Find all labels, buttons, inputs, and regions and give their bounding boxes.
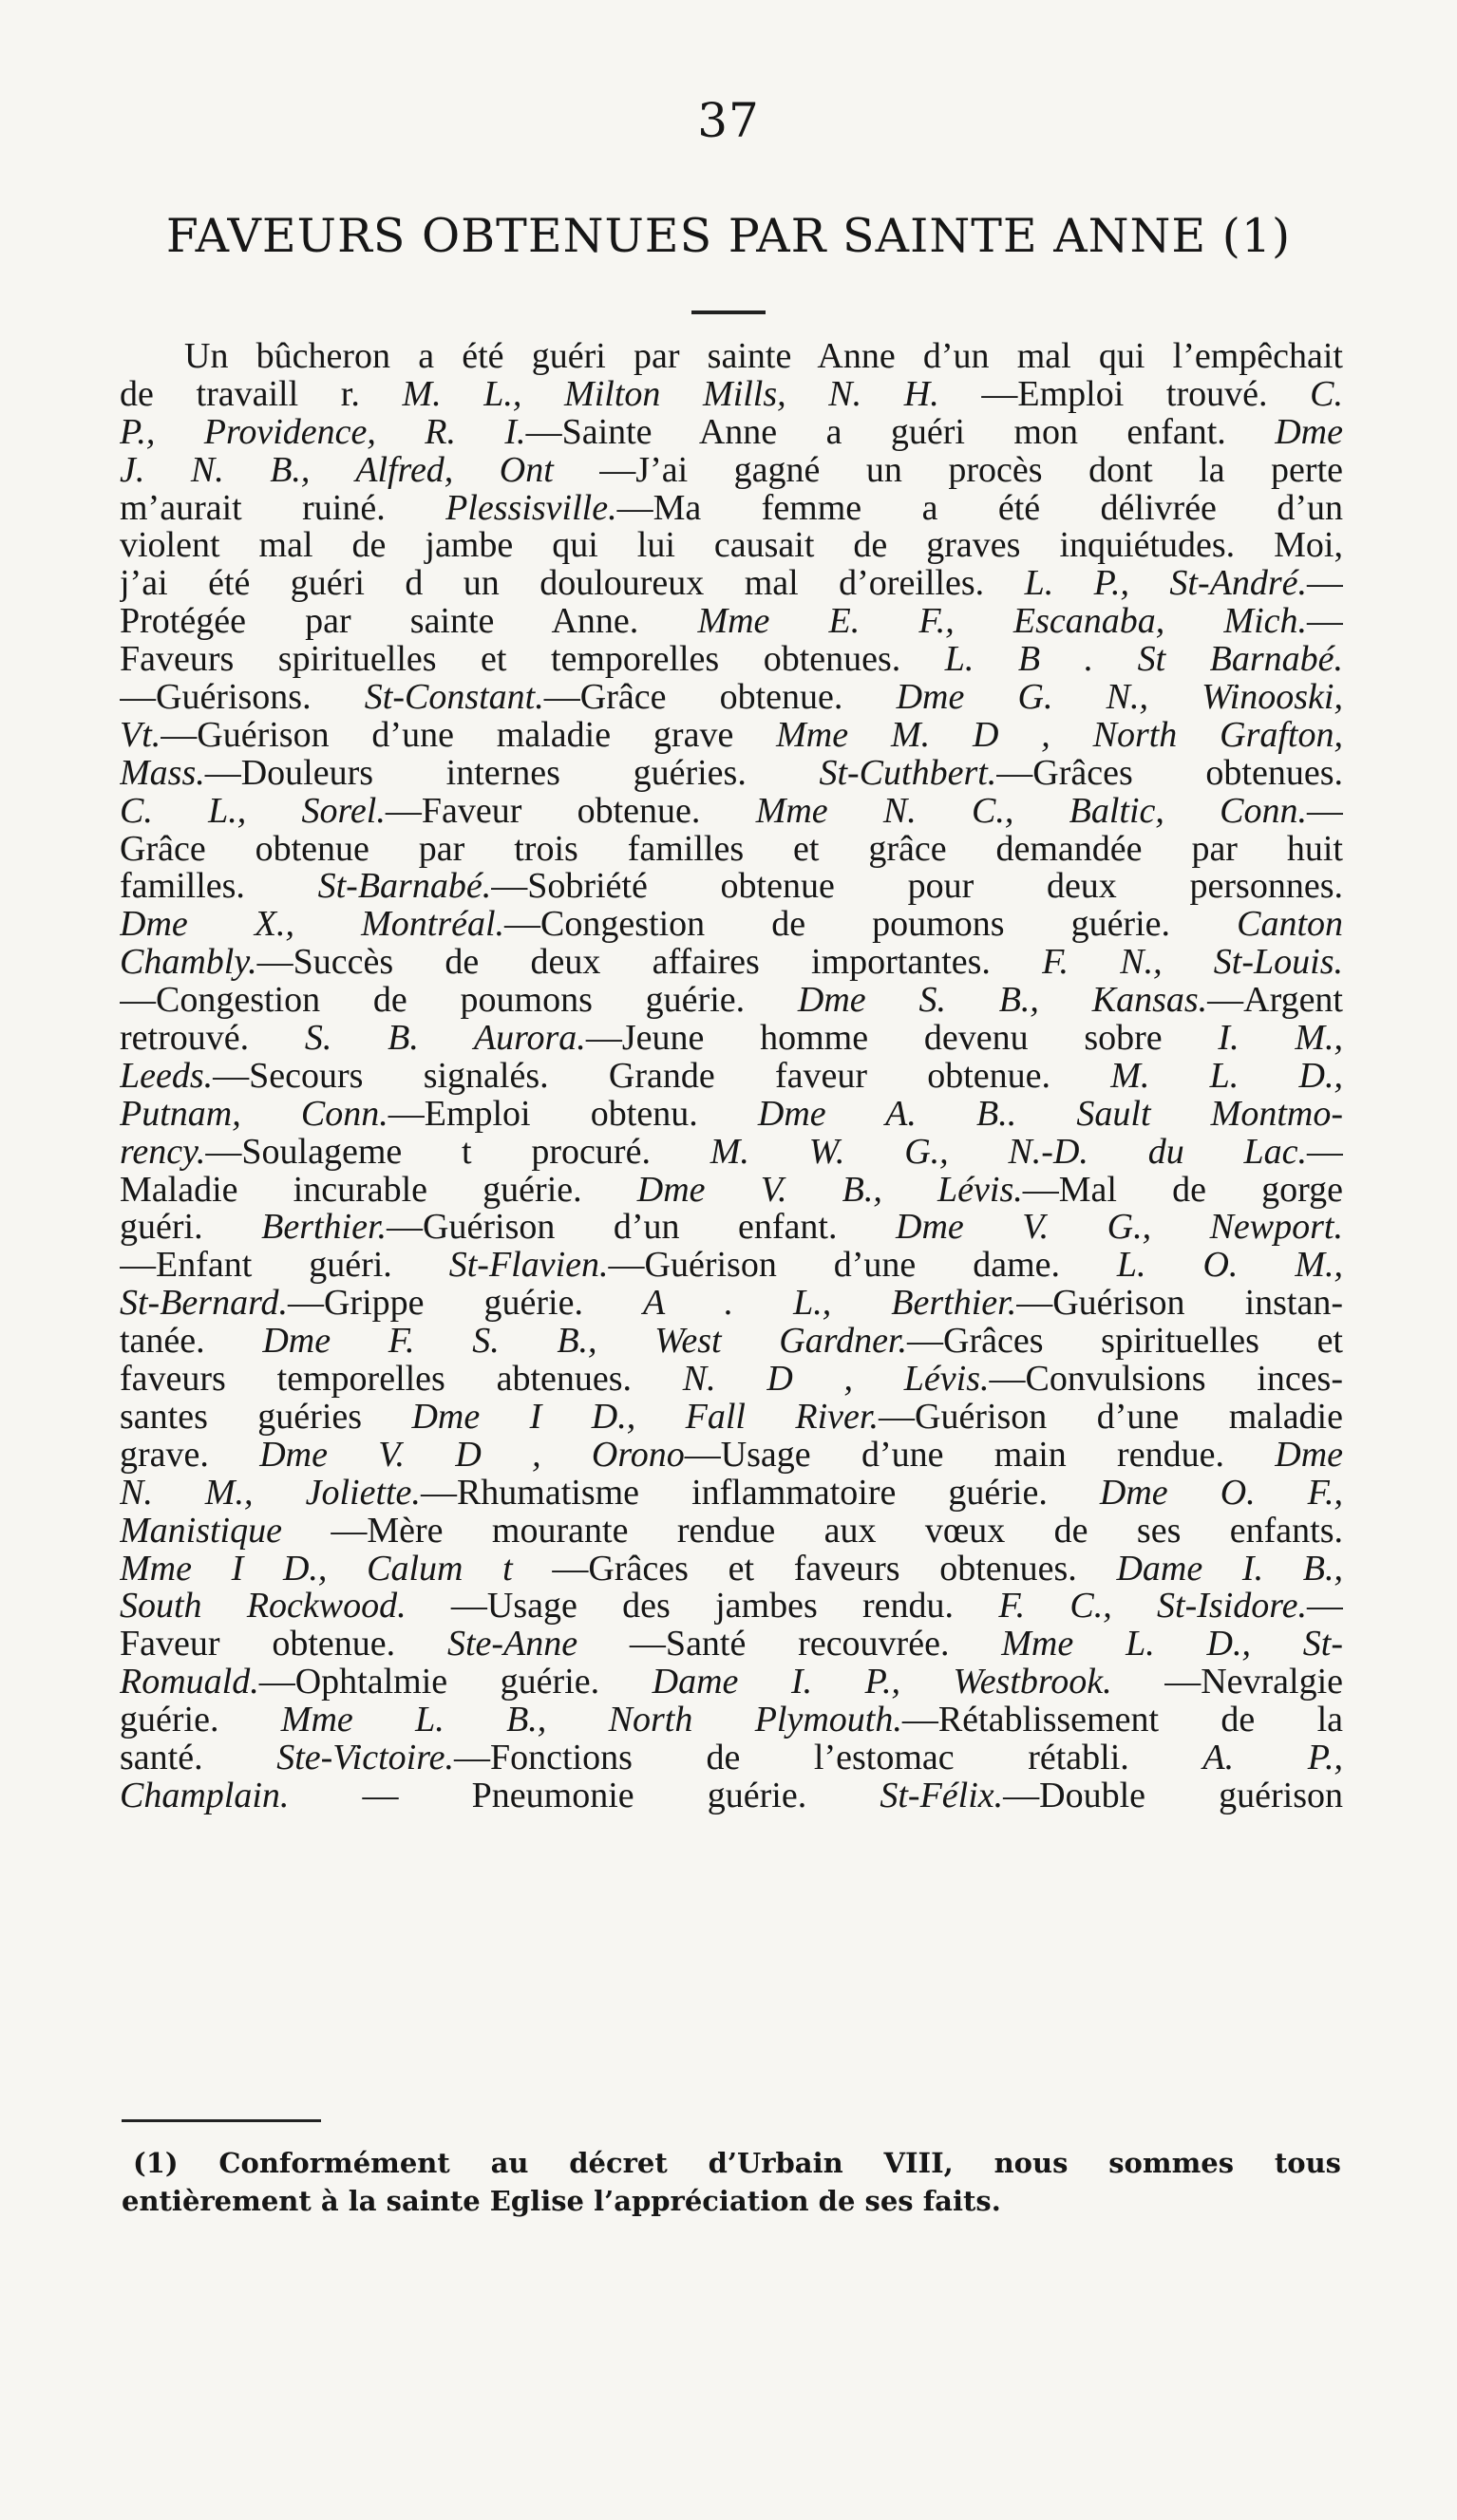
text-segment: retrouvé. — [120, 1020, 305, 1058]
text-segment: grave. — [120, 1436, 260, 1475]
italic-reference: Chambly. — [120, 944, 257, 983]
text-segment: — — [1307, 603, 1343, 642]
text-segment: guéri. — [120, 1209, 262, 1248]
text-line — [120, 565, 1343, 603]
italic-reference: St-Bernard. — [120, 1285, 288, 1324]
text-segment: —Grâces obtenues. — [996, 754, 1343, 793]
italic-reference: Putnam, Conn. — [120, 1095, 388, 1134]
italic-reference: S. B. Aurora. — [304, 1020, 586, 1058]
italic-reference: L. B . St Barnabé. — [944, 641, 1343, 680]
italic-reference: F. N., St-Louis. — [1042, 944, 1343, 983]
italic-reference: St-Flavien. — [448, 1247, 609, 1286]
italic-reference: Dme X., Montréal. — [120, 906, 505, 945]
text-line — [120, 414, 1343, 452]
text-line — [120, 603, 1343, 641]
text-segment: —Grâce obtenue. — [543, 679, 897, 717]
italic-reference: Mme L. D., St- — [1001, 1626, 1343, 1664]
text-segment: —Sainte Anne a guéri mon enfant. — [525, 413, 1276, 452]
text-segment: —Grâces et faveurs obtenues. — [512, 1550, 1117, 1589]
text-segment: —Grâces spirituelles et — [907, 1323, 1343, 1362]
text-line — [120, 641, 1343, 679]
text-segment: —Argent — [1207, 982, 1343, 1021]
italic-reference: I. M., — [1218, 1020, 1343, 1058]
text-line — [120, 1777, 1343, 1815]
italic-reference: P., Providence, R. I. — [120, 413, 526, 452]
italic-reference: Dme O. F., — [1099, 1474, 1343, 1513]
text-segment: —Mal de gorge — [1022, 1171, 1343, 1210]
text-segment: tanée. — [120, 1323, 263, 1362]
text-segment: —Guérison d’une dame. — [608, 1247, 1117, 1286]
text-line — [120, 452, 1343, 490]
italic-reference: Mme E. F., Escanaba, Mich. — [697, 603, 1307, 642]
text-line — [120, 1399, 1343, 1437]
italic-reference: Manistique — [120, 1512, 282, 1551]
text-line — [120, 1058, 1343, 1096]
italic-reference: Mme L. B., North Plymouth. — [280, 1702, 902, 1740]
italic-reference: Romuald. — [120, 1664, 259, 1702]
italic-reference: St-Cuthbert. — [819, 754, 997, 793]
text-segment: guérie. — [120, 1702, 281, 1740]
text-segment: —Santé recouvrée. — [577, 1626, 1002, 1664]
text-segment: — — [1307, 792, 1343, 831]
text-line — [120, 1323, 1343, 1361]
italic-reference: Canton — [1237, 906, 1343, 945]
text-segment: —Guérison instan- — [1016, 1285, 1343, 1324]
text-segment: faveurs temporelles abtenues. — [120, 1361, 683, 1399]
text-line — [120, 1664, 1343, 1702]
italic-reference: C. L., Sorel. — [120, 792, 386, 831]
text-segment: —Double guérison — [1003, 1777, 1343, 1815]
italic-reference: St-Barnabé. — [317, 868, 492, 907]
text-line — [120, 679, 1343, 717]
text-segment: —Ophtalmie guérie. — [258, 1664, 653, 1702]
text-segment: —Jeune homme devenu sobre — [585, 1020, 1219, 1058]
text-segment: —Sobriété obtenue pour deux personnes. — [491, 868, 1343, 907]
italic-reference: Dme V. B., Lévis. — [636, 1171, 1023, 1210]
text-line — [120, 1513, 1343, 1551]
text-segment: Maladie incurable guérie. — [120, 1171, 637, 1210]
text-segment: —Fonctions de l’estomac rétabli. — [453, 1739, 1203, 1777]
title-rule — [691, 310, 766, 314]
text-line — [120, 1626, 1343, 1664]
text-segment: —Emploi trouvé. — [938, 375, 1311, 414]
text-segment: — — [1306, 565, 1343, 604]
text-line — [120, 1134, 1343, 1172]
text-segment: —J’ai gagné un procès dont la perte — [553, 451, 1343, 490]
italic-reference: Dme A. B.. Sault Montmo- — [757, 1095, 1343, 1134]
text-line — [120, 1361, 1343, 1399]
italic-reference: J. N. B., Alfred, Ont — [120, 451, 554, 490]
italic-reference: Dme S. B., Kansas. — [797, 982, 1208, 1021]
italic-reference: South Rockwood. — [120, 1588, 407, 1627]
italic-reference: M. L. D., — [1110, 1057, 1343, 1096]
text-segment: Faveurs spirituelles et temporelles obtenues. — [120, 641, 945, 680]
text-line — [120, 1475, 1343, 1513]
text-line — [120, 1740, 1343, 1777]
italic-reference: Dame I. B., — [1116, 1550, 1343, 1589]
text-segment: —Emploi obtenu. — [388, 1095, 758, 1134]
italic-reference: Vt. — [120, 716, 161, 755]
text-line — [120, 1551, 1343, 1589]
italic-reference: Dme I D., Fall River. — [411, 1398, 879, 1437]
text-segment: —Grippe guérie. — [287, 1285, 644, 1324]
text-line — [120, 868, 1343, 906]
text-segment: —Usage des jambes rendu. — [406, 1588, 999, 1627]
text-segment: violent mal de jambe qui lui causait de graves inquiétudes. Moi, — [120, 527, 1343, 566]
text-segment: Un bûcheron a été guéri par sainte Anne d’un mal qui l’empêchait — [184, 338, 1343, 376]
text-segment: —Nevralgie — [1111, 1664, 1343, 1702]
text-line — [120, 1209, 1343, 1247]
italic-reference: L. P., St-André. — [1024, 565, 1307, 604]
text-segment: —Rétablissement de la — [901, 1702, 1343, 1740]
italic-reference: Mme N. C., Baltic, Conn. — [755, 792, 1308, 831]
text-line — [120, 982, 1343, 1020]
italic-reference: M. W. G., N.-D. du Lac. — [710, 1133, 1307, 1172]
italic-reference: L. O. M., — [1116, 1247, 1343, 1286]
text-line — [120, 1285, 1343, 1323]
body-text — [120, 338, 1343, 1815]
text-segment: —Faveur obtenue. — [385, 792, 756, 831]
italic-reference: Mme I D., Calum t — [120, 1550, 513, 1589]
italic-reference: Champlain. — [120, 1777, 290, 1815]
italic-reference: Dme G. N., Winooski, — [896, 679, 1343, 717]
italic-reference: M. L., Milton Mills, N. H. — [402, 375, 939, 414]
text-line — [120, 1702, 1343, 1740]
text-segment: —Guérison d’une maladie grave — [161, 716, 777, 755]
text-segment: —Congestion de poumons guérie. — [120, 982, 798, 1021]
text-segment: —Usage d’une main rendue. — [684, 1436, 1276, 1475]
text-segment: santé. — [120, 1739, 277, 1777]
text-line — [120, 1096, 1343, 1134]
text-segment: —Secours signalés. Grande faveur obtenue. — [213, 1057, 1111, 1096]
text-segment: —Guérison d’un enfant. — [387, 1209, 897, 1248]
text-segment: —Mère mourante rendue aux vœux de ses enfants. — [281, 1512, 1343, 1551]
italic-reference: A . L., Berthier. — [643, 1285, 1017, 1324]
page-number: 37 — [697, 93, 760, 148]
text-line — [120, 906, 1343, 944]
footnote — [122, 2144, 1341, 2220]
text-line — [120, 755, 1343, 793]
footnote-rule — [122, 2119, 321, 2122]
text-segment: familles. — [120, 868, 318, 907]
italic-reference: Dme — [1275, 413, 1343, 452]
text-segment: Grâce obtenue par trois familles et grâce demandée par huit — [120, 830, 1343, 869]
text-segment: —Succès de deux affaires importantes. — [256, 944, 1043, 983]
italic-reference: Dme V. D , Orono — [259, 1436, 685, 1475]
text-segment: —Enfant guéri. — [120, 1247, 449, 1286]
text-line — [120, 376, 1343, 414]
italic-reference: F. C., St-Isidore. — [998, 1588, 1307, 1627]
text-line — [120, 338, 1343, 376]
text-line — [120, 717, 1343, 755]
text-segment: j’ai été guéri d un douloureux mal d’oreilles. — [120, 565, 1025, 604]
italic-reference: Berthier. — [261, 1209, 388, 1248]
italic-reference: Dme F. S. B., West Gardner. — [262, 1323, 908, 1362]
italic-reference: Dme V. G., Newport. — [896, 1209, 1343, 1248]
italic-reference: Dme — [1275, 1436, 1343, 1475]
italic-reference: N. M., Joliette. — [120, 1474, 421, 1513]
italic-reference: Ste-Victoire. — [276, 1739, 454, 1777]
italic-reference: Dame I. P., Westbrook. — [652, 1664, 1112, 1702]
italic-reference: Leeds. — [120, 1057, 214, 1096]
text-segment: — — [1307, 1133, 1343, 1172]
italic-reference: C. — [1310, 375, 1343, 414]
text-segment: —Convulsions inces- — [989, 1361, 1343, 1399]
text-line — [120, 1588, 1343, 1626]
text-segment: —Congestion de poumons guérie. — [504, 906, 1238, 945]
text-line — [120, 944, 1343, 982]
italic-reference: rency. — [120, 1133, 206, 1172]
italic-reference: St-Félix. — [880, 1777, 1004, 1815]
footnote-line: (1) Conformément au décret d’Urbain VIII, nous sommes tous — [133, 2147, 1341, 2179]
text-line — [120, 1020, 1343, 1058]
text-line — [120, 527, 1343, 565]
italic-reference: Mme M. D , North Grafton, — [776, 716, 1343, 755]
text-line — [120, 490, 1343, 528]
italic-reference: Ste-Anne — [446, 1626, 578, 1664]
text-segment: santes guéries — [120, 1398, 412, 1437]
text-segment: — Pneumonie guérie. — [289, 1777, 880, 1815]
italic-reference: A. P., — [1202, 1739, 1343, 1777]
text-line — [120, 831, 1343, 869]
text-segment: — — [1307, 1588, 1343, 1627]
italic-reference: Mass. — [120, 754, 205, 793]
italic-reference: Plessisville. — [445, 489, 617, 528]
text-segment: —Guérison d’une maladie — [879, 1398, 1343, 1437]
text-segment: Faveur obtenue. — [120, 1626, 447, 1664]
text-segment: —Guérisons. — [120, 679, 365, 717]
text-segment: —Ma femme a été délivrée d’un — [616, 489, 1343, 528]
page-title: FAVEURS OBTENUES PAR SAINTE ANNE (1) — [165, 209, 1292, 263]
text-line — [120, 1437, 1343, 1475]
text-segment: —Douleurs internes guéries. — [204, 754, 820, 793]
text-segment: —Rhumatisme inflammatoire guérie. — [420, 1474, 1100, 1513]
footnote-line: entièrement à la sainte Eglise l’appréciation de ses faits. — [122, 2185, 1001, 2217]
text-segment: de travaill r. — [120, 375, 403, 414]
italic-reference: N. D , Lévis. — [682, 1361, 990, 1399]
text-segment: m’aurait ruiné. — [120, 489, 446, 528]
text-line — [120, 1172, 1343, 1210]
text-segment: —Soulageme t procuré. — [205, 1133, 710, 1172]
text-segment: Protégée par sainte Anne. — [120, 603, 698, 642]
italic-reference: St-Constant. — [364, 679, 544, 717]
text-line — [120, 793, 1343, 831]
text-line — [120, 1247, 1343, 1285]
